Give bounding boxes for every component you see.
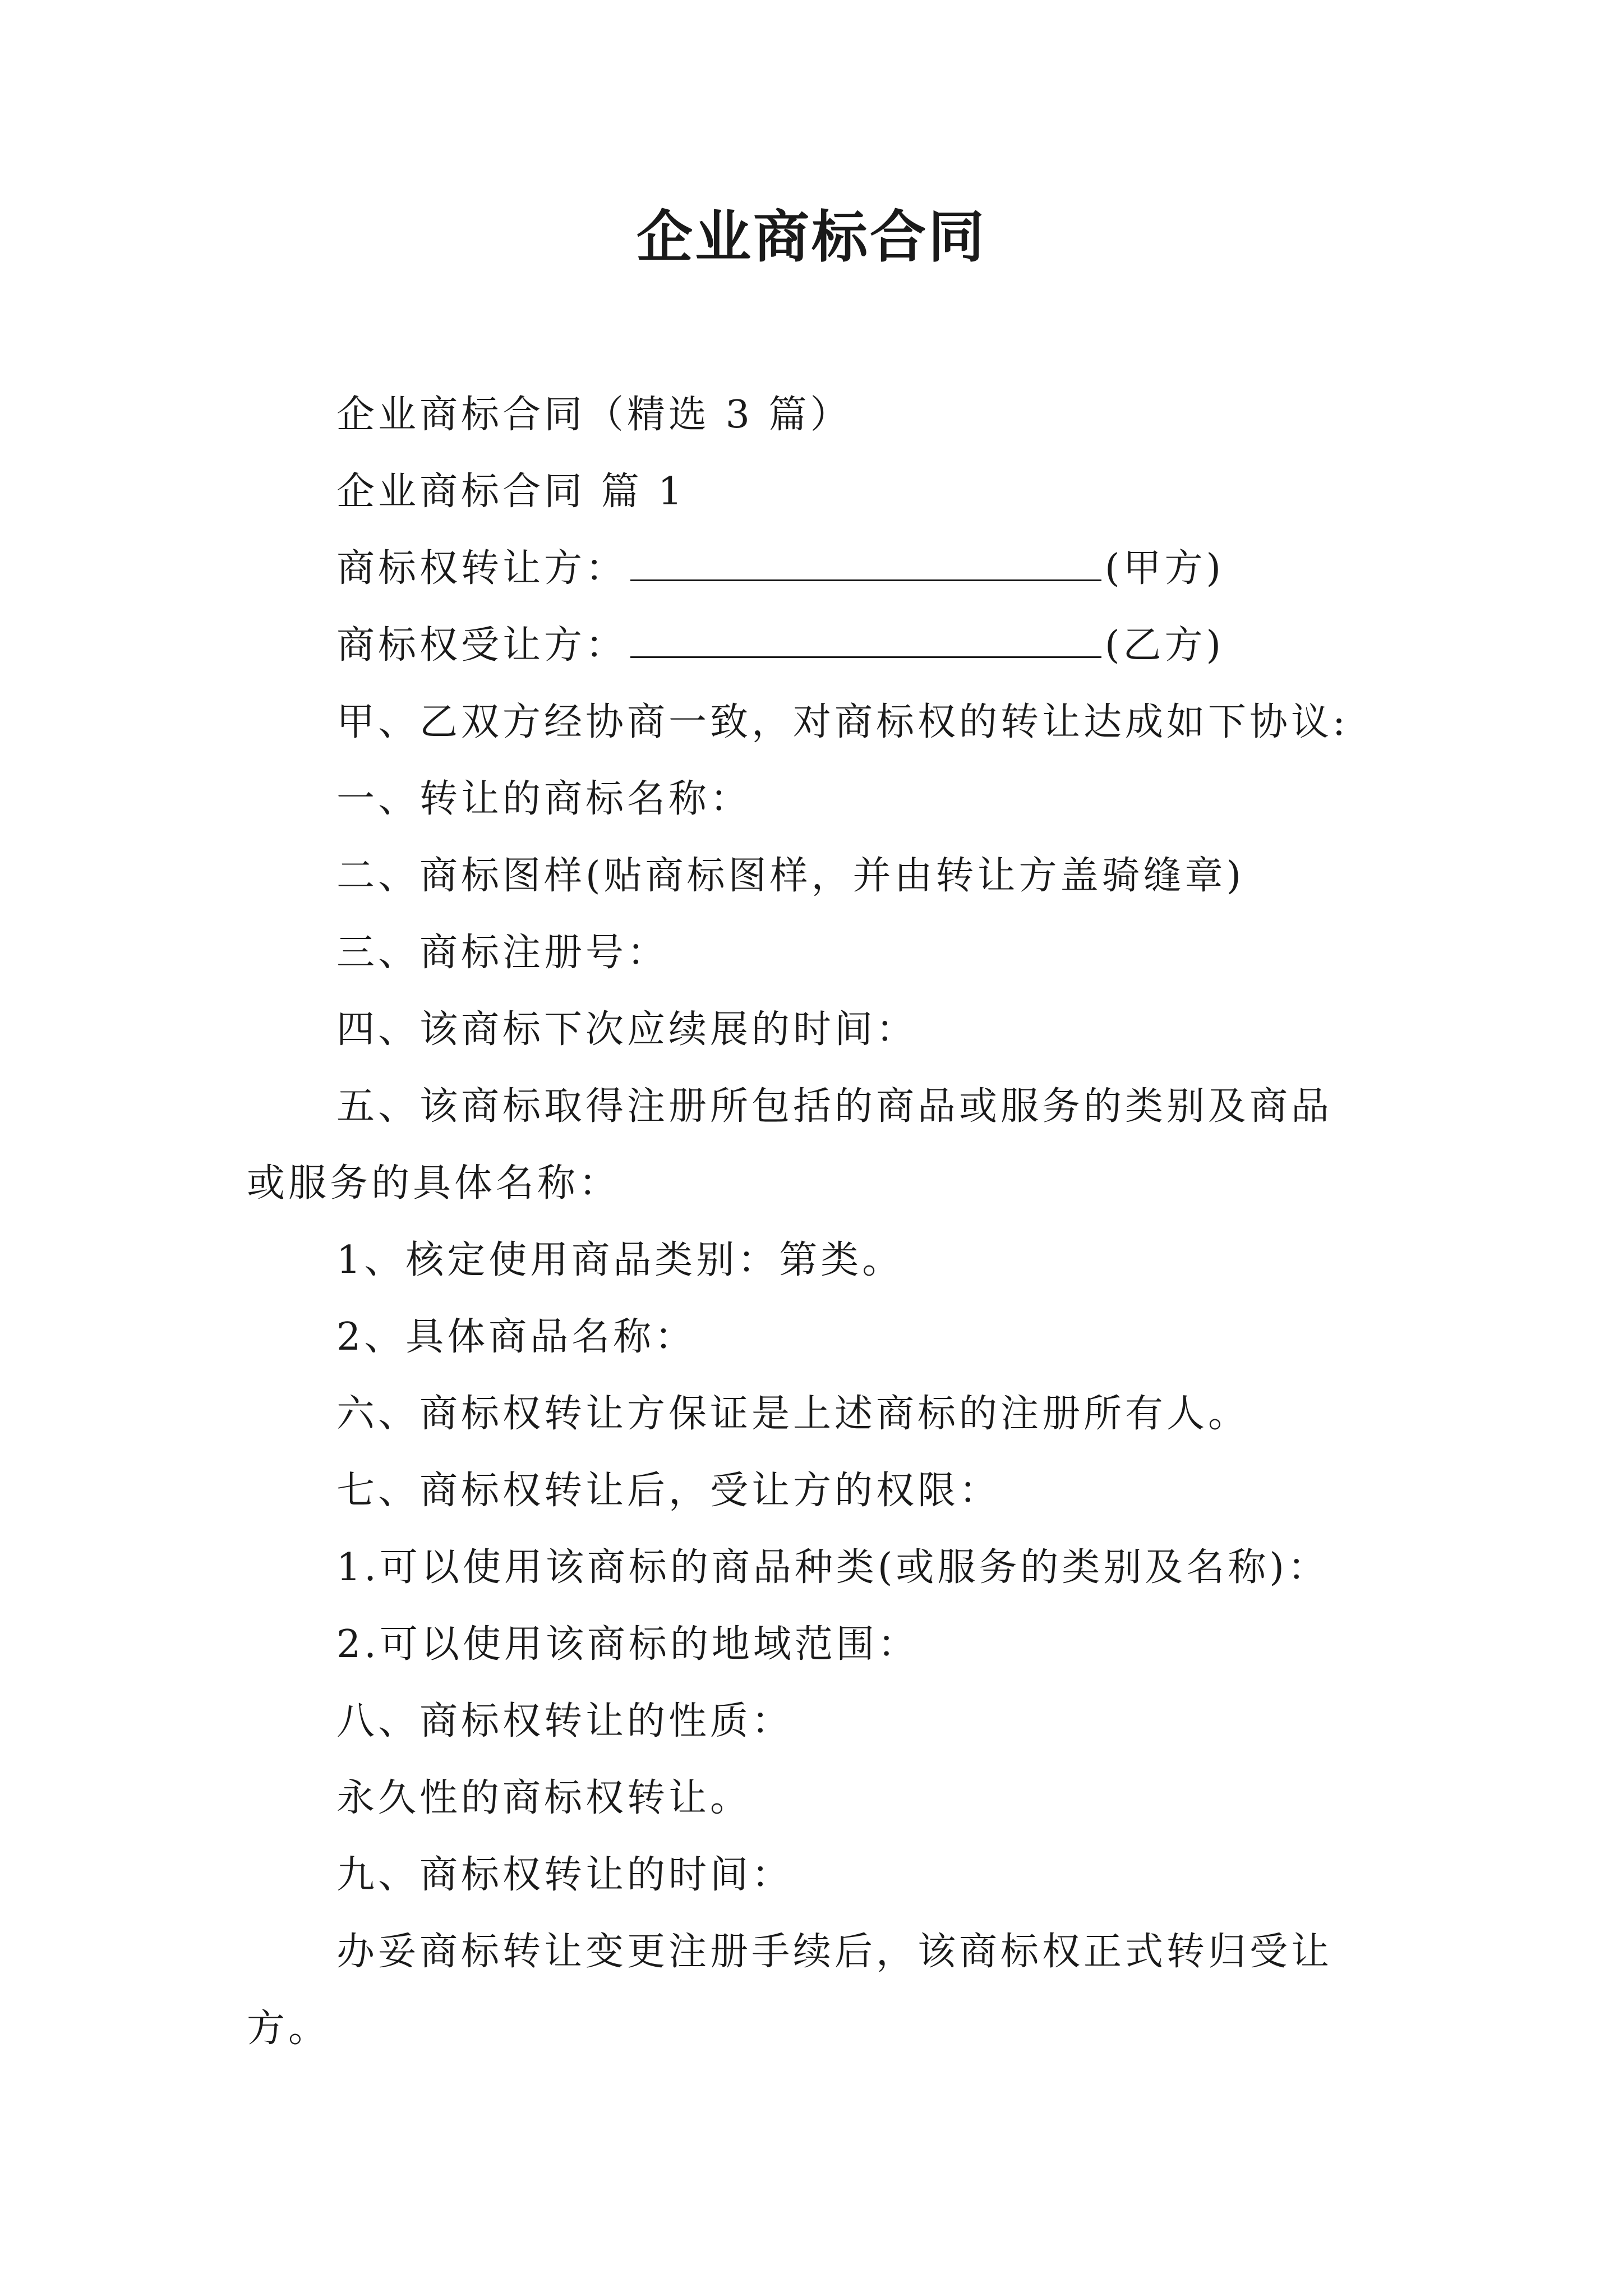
clause-9-detail: 办妥商标转让变更注册手续后，该商标权正式转归受让 [336, 1930, 1333, 1974]
clause-1-trademark-name: 一、转让的商标名称： [336, 777, 752, 821]
clause-7-item-1: 1.可以使用该商标的商品种类(或服务的类别及名称)： [336, 1545, 1329, 1590]
clause-5-continuation: 或服务的具体名称： [247, 1161, 621, 1205]
clause-4-renewal-time: 四、该商标下次应续展的时间： [336, 1007, 918, 1052]
clause-5-item-2: 2、具体商品名称： [336, 1315, 697, 1359]
transferee-line [336, 618, 1224, 674]
clause-9-time: 九、商标权转让的时间： [336, 1853, 794, 1897]
transferor-suffix: (甲方) [1105, 546, 1225, 591]
clause-7-item-2: 2.可以使用该商标的地域范围： [336, 1622, 919, 1667]
transferee-blank-field [630, 623, 1101, 658]
document-subtitle: 企业商标合同（精选 3 篇） [336, 393, 852, 437]
transferor-line [336, 541, 1224, 597]
article-heading: 企业商标合同 篇 1 [336, 470, 686, 514]
clause-9-continuation: 方。 [247, 2007, 330, 2051]
transferor-label: 商标权转让方： [336, 546, 628, 591]
document-title: 企业商标合同 [637, 204, 986, 270]
transferee-label: 商标权受让方： [336, 623, 628, 668]
clause-6-ownership: 六、商标权转让方保证是上述商标的注册所有人。 [336, 1392, 1250, 1436]
clause-2-trademark-image: 二、商标图样(贴商标图样，并由转让方盖骑缝章) [336, 854, 1245, 898]
clause-5-item-1: 1、核定使用商品类别：第类。 [336, 1238, 904, 1282]
transferor-blank-field [630, 546, 1101, 581]
clause-8-detail: 永久性的商标权转让。 [336, 1776, 752, 1820]
transferee-suffix: (乙方) [1105, 623, 1225, 668]
clause-5-goods-services: 五、该商标取得注册所包括的商品或服务的类别及商品 [336, 1084, 1333, 1129]
clause-8-nature: 八、商标权转让的性质： [336, 1699, 794, 1743]
paragraph-agreement-intro: 甲、乙双方经协商一致，对商标权的转让达成如下协议: [336, 700, 1349, 744]
clause-7-rights: 七、商标权转让后，受让方的权限： [336, 1469, 1001, 1513]
clause-3-registration-number: 三、商标注册号： [336, 931, 669, 975]
